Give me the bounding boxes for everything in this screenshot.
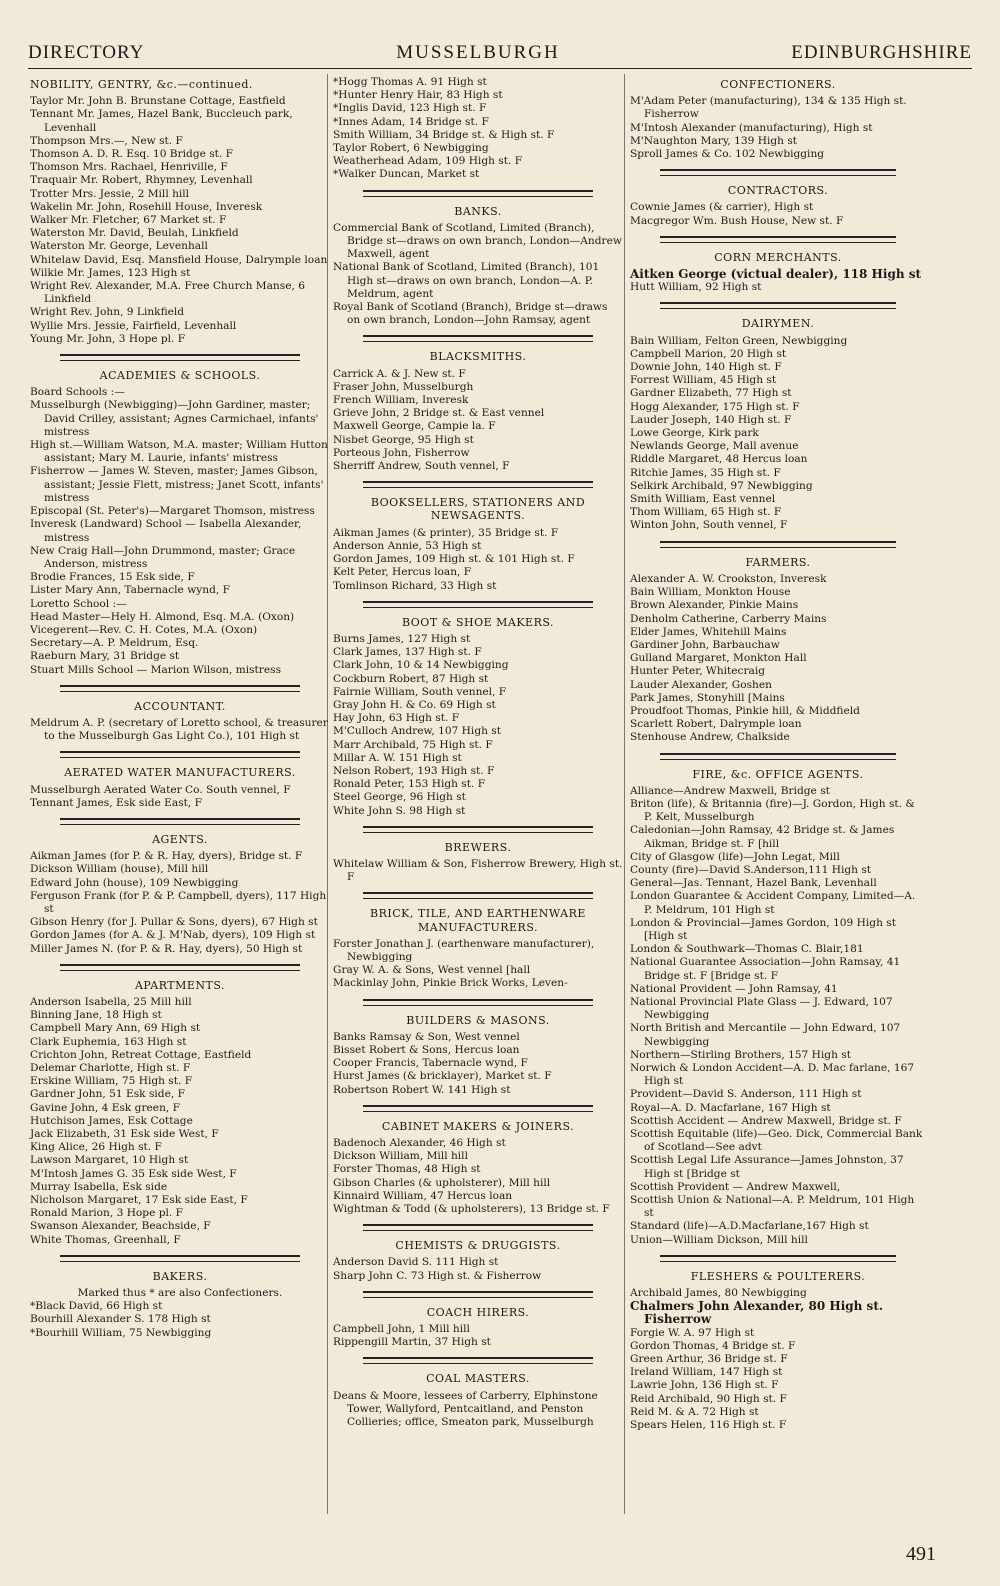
directory-entry: Campbell Marion, 20 High st bbox=[630, 347, 787, 360]
directory-entry: Anderson David S. 111 High st bbox=[333, 1256, 499, 1269]
directory-section bbox=[333, 481, 623, 592]
directory-entry: Scarlett Robert, Dalrymple loan bbox=[630, 718, 802, 731]
directory-entry: Sproll James & Co. 102 Newbigging bbox=[630, 148, 825, 161]
directory-entry: Lauder Joseph, 140 High st. F bbox=[630, 413, 792, 426]
directory-entry: Aikman James (for P. & R. Hay, dyers), Bridge st. F bbox=[30, 850, 303, 863]
section-divider bbox=[660, 302, 896, 309]
directory-entry: Union—William Dickson, Mill hill bbox=[630, 1233, 808, 1246]
directory-entry: Weatherhead Adam, 109 High st. F bbox=[333, 155, 523, 168]
directory-entry: Northern—Stirling Brothers, 157 High st bbox=[630, 1048, 851, 1061]
directory-entry: Raeburn Mary, 31 Bridge st bbox=[30, 650, 180, 663]
directory-entry: Loretto School :— bbox=[30, 597, 127, 610]
directory-entry: Inveresk (Landward) School — Isabella Alexander, mistress bbox=[30, 518, 302, 544]
directory-entry: Scottish Union & National—A. P. Meldrum, 101 High st bbox=[630, 1194, 915, 1220]
section-divider bbox=[363, 826, 593, 833]
directory-entry: Royal—A. D. Macfarlane, 167 High st bbox=[630, 1101, 831, 1114]
section-divider bbox=[363, 1291, 593, 1298]
directory-entry: Fraser John, Musselburgh bbox=[333, 380, 474, 393]
directory-entry: French William, Inveresk bbox=[333, 394, 469, 407]
directory-entry: *Walker Duncan, Market st bbox=[333, 168, 480, 181]
directory-entry: Alliance—Andrew Maxwell, Bridge st bbox=[630, 784, 830, 797]
section-title: BUILDERS & MASONS. bbox=[406, 1013, 550, 1027]
directory-entry: Board Schools :— bbox=[30, 386, 125, 399]
directory-entry: Musselburgh (Newbigging)—John Gardiner, master; David Crilley, assistant; Agnes Carmichael, infants' mistress bbox=[30, 399, 319, 438]
directory-entry: Head Master—Hely H. Almond, Esq. M.A. (Oxon) bbox=[30, 610, 295, 623]
directory-entry: Lister Mary Ann, Tabernacle wynd, F bbox=[30, 584, 230, 597]
section-divider bbox=[60, 1255, 300, 1262]
directory-entry: Newlands George, Mall avenue bbox=[630, 440, 799, 453]
directory-entry: M'Adam Peter (manufacturing), 134 & 135 High st. Fisherrow bbox=[630, 95, 907, 121]
directory-entry: Commercial Bank of Scotland, Limited (Branch), Bridge st—draws on own branch, London—Andrew Maxwell, agent bbox=[333, 221, 622, 261]
directory-entry: Caledonian—John Ramsay, 42 Bridge st. & James Aikman, Bridge st. F [hill bbox=[630, 824, 895, 850]
section-note: Marked thus * are also Confectioners. bbox=[77, 1287, 283, 1300]
directory-entry: Lowe George, Kirk park bbox=[630, 427, 759, 440]
header-rule bbox=[28, 68, 972, 69]
directory-section bbox=[333, 1105, 623, 1216]
directory-section bbox=[630, 302, 926, 532]
directory-entry: Steel George, 96 High st bbox=[333, 791, 466, 804]
directory-entry: Bain William, Felton Green, Newbigging bbox=[630, 334, 848, 347]
directory-entry: Robertson Robert W. 141 High st bbox=[333, 1083, 511, 1096]
header-right: EDINBURGHSHIRE bbox=[791, 42, 972, 63]
section-title: BLACKSMITHS. bbox=[429, 350, 527, 364]
directory-entry: Stenhouse Andrew, Chalkside bbox=[630, 731, 790, 744]
directory-entry: Whitelaw William & Son, Fisherrow Brewery, High st. F bbox=[333, 857, 623, 884]
directory-entry: Chalmers John Alexander, 80 High st. Fisherrow bbox=[630, 1299, 884, 1327]
directory-entry: Scottish Provident — Andrew Maxwell, bbox=[630, 1180, 841, 1193]
directory-entry: Reid M. & A. 72 High st bbox=[630, 1405, 759, 1418]
directory-entry: Marr Archibald, 75 High st. F bbox=[333, 738, 493, 751]
directory-entry: Green Arthur, 36 Bridge st. F bbox=[630, 1353, 788, 1366]
section-divider bbox=[363, 1105, 593, 1112]
directory-entry: Waterston Mr. George, Levenhall bbox=[30, 240, 208, 253]
directory-entry: Lauder Alexander, Goshen bbox=[630, 678, 772, 691]
directory-section bbox=[333, 999, 623, 1097]
directory-entry: *Bourhill William, 75 Newbigging bbox=[30, 1326, 212, 1339]
directory-entry: *Hogg Thomas A. 91 High st bbox=[333, 76, 487, 88]
section-divider bbox=[660, 541, 896, 548]
directory-entry: Gavine John, 4 Esk green, F bbox=[30, 1101, 180, 1114]
directory-section bbox=[333, 335, 623, 473]
section-divider bbox=[60, 818, 300, 825]
directory-entry: Walker Mr. Fletcher, 67 Market st. F bbox=[30, 214, 227, 227]
directory-entry: Nisbet George, 95 High st bbox=[333, 433, 474, 446]
directory-section bbox=[630, 169, 926, 228]
directory-entry: London & Southwark—Thomas C. Blair,181 bbox=[630, 943, 864, 956]
directory-entry: Hutchison James, Esk Cottage bbox=[30, 1114, 193, 1127]
directory-entry: Tennant Mr. James, Hazel Bank, Buccleuch park, Levenhall bbox=[30, 108, 293, 134]
directory-entry: Smith William, 34 Bridge st. & High st. F bbox=[333, 128, 555, 141]
directory-entry: Bain William, Monkton House bbox=[630, 586, 791, 599]
directory-entry: *Hunter Henry Hair, 83 High st bbox=[333, 89, 503, 102]
directory-entry: North British and Mercantile — John Edward, 107 Newbigging bbox=[630, 1022, 901, 1048]
directory-entry: Gray John H. & Co. 69 High st bbox=[333, 698, 496, 711]
directory-entry: Young Mr. John, 3 Hope pl. F bbox=[30, 332, 186, 345]
header-center: MUSSELBURGH bbox=[396, 42, 560, 63]
directory-entry: Waterston Mr. David, Beulah, Linkfield bbox=[30, 227, 239, 240]
section-divider bbox=[363, 999, 593, 1006]
section-title: AERATED WATER MANUFACTURERS. bbox=[64, 766, 296, 780]
directory-section bbox=[333, 1291, 623, 1350]
directory-entry: Edward John (house), 109 Newbigging bbox=[30, 876, 239, 889]
directory-entry: Ireland William, 147 High st bbox=[630, 1366, 783, 1379]
directory-entry: Gordon Thomas, 4 Bridge st. F bbox=[630, 1339, 796, 1352]
section-title: AGENTS. bbox=[152, 832, 208, 846]
directory-entry: Taylor Robert, 6 Newbigging bbox=[333, 142, 489, 155]
directory-section bbox=[333, 190, 623, 328]
directory-entry: Dickson William (house), Mill hill bbox=[30, 863, 209, 876]
directory-entry: Meldrum A. P. (secretary of Loretto school, & treasurer to the Musselburgh Gas Light Co.), 101 High st bbox=[30, 716, 328, 743]
directory-entry: Ritchie James, 35 High st. F bbox=[630, 466, 781, 479]
directory-entry: Scottish Equitable (life)—Geo. Dick, Commercial Bank of Scotland—See advt bbox=[630, 1128, 923, 1154]
directory-entry: Anderson Isabella, 25 Mill hill bbox=[30, 995, 192, 1008]
directory-entry: City of Glasgow (life)—John Legat, Mill bbox=[630, 850, 840, 863]
directory-entry: Secretary—A. P. Meldrum, Esq. bbox=[30, 637, 199, 650]
directory-entry: Fisherrow — James W. Steven, master; James Gibson, assistant; Jessie Flett, mistress; Janet Scott, infants' mistress bbox=[30, 465, 324, 504]
directory-entry: Kinnaird William, 47 Hercus loan bbox=[333, 1189, 513, 1202]
section-divider bbox=[363, 190, 593, 197]
directory-entry: White John S. 98 High st bbox=[333, 804, 466, 817]
directory-entry: King Alice, 26 High st. F bbox=[30, 1141, 162, 1154]
directory-entry: Selkirk Archibald, 97 Newbigging bbox=[630, 479, 813, 492]
directory-entry: Provident—David S. Anderson, 111 High st bbox=[630, 1088, 862, 1101]
directory-entry: Miller James N. (for P. & R. Hay, dyers), 50 High st bbox=[30, 942, 303, 955]
directory-entry: Stuart Mills School — Marion Wilson, mistress bbox=[30, 663, 282, 676]
directory-entry: Deans & Moore, lessees of Carberry, Elphinstone Tower, Wallyford, Pentcaitland, and Penston Collieries; office, Smeaton park, Musselburgh bbox=[333, 1389, 598, 1429]
directory-section bbox=[630, 236, 926, 295]
directory-entry: Brodie Frances, 15 Esk side, F bbox=[30, 571, 195, 584]
directory-entry: Hunter Peter, Whitecraig bbox=[630, 665, 766, 678]
directory-section bbox=[30, 964, 330, 1247]
directory-entry: Tennant James, Esk side East, F bbox=[30, 796, 202, 809]
directory-entry: Norwich & London Accident—A. D. Mac farlane, 167 High st bbox=[630, 1062, 915, 1088]
directory-entry: Thom William, 65 High st. F bbox=[630, 506, 782, 519]
section-title: NOBILITY, GENTRY, &c.—continued. bbox=[30, 78, 253, 91]
directory-entry: White Thomas, Greenhall, F bbox=[30, 1233, 181, 1246]
directory-section bbox=[630, 1255, 926, 1432]
section-divider bbox=[660, 169, 896, 176]
directory-entry: Downie John, 140 High st. F bbox=[630, 361, 782, 374]
directory-entry: Tomlinson Richard, 33 High st bbox=[333, 579, 497, 592]
directory-entry: Gibson Henry (for J. Pullar & Sons, dyers), 67 High st bbox=[30, 916, 318, 929]
section-divider bbox=[660, 1255, 896, 1262]
section-title: BOOKSELLERS, STATIONERS AND NEWSAGENTS. bbox=[370, 496, 586, 523]
column-3 bbox=[630, 76, 926, 1438]
section-divider bbox=[60, 354, 300, 361]
directory-entry: Whitelaw David, Esq. Mansfield House, Dalrymple loan bbox=[30, 253, 328, 266]
directory-entry: Denholm Catherine, Carberry Mains bbox=[630, 612, 827, 625]
directory-entry: Campbell John, 1 Mill hill bbox=[333, 1323, 470, 1336]
section-title: DAIRYMEN. bbox=[741, 317, 815, 331]
directory-entry: Scottish Legal Life Assurance—James Johnston, 37 High st [Bridge st bbox=[630, 1154, 904, 1180]
section-title: BANKS. bbox=[454, 204, 502, 218]
section-title: CONFECTIONERS. bbox=[720, 78, 836, 91]
directory-entry: Gray W. A. & Sons, West vennel [hall bbox=[333, 964, 531, 977]
directory-entry: Maxwell George, Campie la. F bbox=[333, 420, 496, 433]
header-left: DIRECTORY bbox=[28, 42, 145, 63]
directory-entry: Spears Helen, 116 High st. F bbox=[630, 1419, 787, 1432]
directory-entry: Campbell Mary Ann, 69 High st bbox=[30, 1022, 201, 1035]
section-title: ACCOUNTANT. bbox=[134, 699, 226, 713]
directory-entry: Gardner Elizabeth, 77 High st bbox=[630, 387, 792, 400]
directory-entry: Thomson Mrs. Rachael, Henriville, F bbox=[30, 161, 228, 174]
directory-entry: Clark Euphemia, 163 High st bbox=[30, 1035, 187, 1048]
section-divider bbox=[363, 601, 593, 608]
section-title: CHEMISTS & DRUGGISTS. bbox=[395, 1239, 561, 1253]
directory-entry: Park James, Stonyhill [Mains bbox=[630, 691, 785, 704]
directory-entry: Forster Thomas, 48 High st bbox=[333, 1163, 481, 1176]
directory-entry: M'Intosh Alexander (manufacturing), High st bbox=[630, 121, 873, 134]
section-title: BOOT & SHOE MAKERS. bbox=[402, 615, 554, 629]
section-divider bbox=[363, 1224, 593, 1231]
directory-entry: Nelson Robert, 193 High st. F bbox=[333, 764, 495, 777]
section-title: BRICK, TILE, AND EARTHENWARE MANUFACTURERS. bbox=[370, 907, 586, 934]
directory-entry: Hogg Alexander, 175 High st. F bbox=[630, 400, 800, 413]
directory-entry: Hay John, 63 High st. F bbox=[333, 712, 460, 725]
column-divider bbox=[624, 74, 625, 1514]
directory-entry: Traquair Mr. Robert, Rhymney, Levenhall bbox=[30, 174, 253, 187]
directory-entry: Lawson Margaret, 10 High st bbox=[30, 1154, 189, 1167]
directory-entry: Winton John, South vennel, F bbox=[630, 519, 788, 532]
directory-entry: Murray Isabella, Esk side bbox=[30, 1180, 168, 1193]
directory-entry: Aitken George (victual dealer), 118 High st bbox=[630, 267, 922, 282]
section-title: APARTMENTS. bbox=[134, 978, 226, 992]
directory-entry: Forster Jonathan J. (earthenware manufacturer), Newbigging bbox=[333, 937, 595, 963]
section-title: ACADEMIES & SCHOOLS. bbox=[99, 369, 261, 383]
directory-entry: Lawrie John, 136 High st. F bbox=[630, 1379, 779, 1392]
directory-entry: Hurst James (& bricklayer), Market st. F bbox=[333, 1070, 552, 1083]
directory-entry: Gulland Margaret, Monkton Hall bbox=[630, 652, 807, 665]
directory-entry: Gibson Charles (& upholsterer), Mill hill bbox=[333, 1176, 551, 1189]
directory-entry: Thomson A. D. R. Esq. 10 Bridge st. F bbox=[30, 148, 234, 161]
directory-entry: Bourhill Alexander S. 178 High st bbox=[30, 1313, 211, 1326]
directory-entry: London & Provincial—James Gordon, 109 High st [High st bbox=[630, 916, 896, 942]
directory-entry: Wilkie Mr. James, 123 High st bbox=[30, 266, 191, 279]
column-1 bbox=[30, 76, 330, 1346]
directory-entry: Hutt William, 92 High st bbox=[630, 281, 762, 294]
directory-section bbox=[30, 354, 330, 677]
directory-entry: Briton (life), & Britannia (fire)—J. Gordon, High st. & P. Kelt, Musselburgh bbox=[630, 797, 915, 824]
directory-entry: Episcopal (St. Peter's)—Margaret Thomson, mistress bbox=[30, 505, 315, 518]
directory-entry: Archibald James, 80 Newbigging bbox=[630, 1287, 807, 1300]
directory-entry: Wright Rev. Alexander, M.A. Free Church Manse, 6 Linkfield bbox=[30, 280, 305, 306]
directory-entry: Carrick A. & J. New st. F bbox=[333, 367, 466, 380]
directory-entry: New Craig Hall—John Drummond, master; Grace Anderson, mistress bbox=[30, 544, 296, 570]
directory-entry: Millar A. W. 151 High st bbox=[333, 751, 462, 764]
directory-entry: Porteous John, Fisherrow bbox=[333, 446, 470, 459]
directory-entry: Scottish Accident — Andrew Maxwell, Bridge st. F bbox=[630, 1114, 902, 1127]
directory-entry: Forgie W. A. 97 High st bbox=[630, 1326, 755, 1339]
directory-entry: Gardiner John, Barbauchaw bbox=[630, 638, 780, 651]
section-title: CABINET MAKERS & JOINERS. bbox=[381, 1119, 575, 1133]
directory-entry: M'Naughton Mary, 139 High st bbox=[630, 134, 798, 147]
column-2 bbox=[333, 76, 623, 1435]
directory-entry: Bisset Robert & Sons, Hercus loan bbox=[333, 1043, 520, 1056]
directory-entry: Mackinlay John, Pinkie Brick Works, Leven- bbox=[333, 977, 568, 990]
directory-entry: National Bank of Scotland, Limited (Branch), 101 High st—draws on own branch, London—A. P. Meldrum, agent bbox=[333, 261, 600, 300]
directory-entry: *Black David, 66 High st bbox=[30, 1300, 163, 1313]
directory-entry: High st.—William Watson, M.A. master; William Hutton assistant; Mary M. Laurie, infants' mistress bbox=[30, 439, 328, 465]
directory-entry: Ronald Peter, 153 High st. F bbox=[333, 778, 486, 791]
directory-entry: Ferguson Frank (for P. & P. Campbell, dyers), 117 High st bbox=[30, 889, 327, 915]
directory-entry: Badenoch Alexander, 46 High st bbox=[333, 1137, 506, 1149]
directory-entry: General—Jas. Tennant, Hazel Bank, Levenhall bbox=[630, 877, 877, 890]
directory-entry: Nicholson Margaret, 17 Esk side East, F bbox=[30, 1194, 248, 1207]
directory-entry: Forrest William, 45 High st bbox=[630, 374, 777, 387]
directory-entry: Macgregor Wm. Bush House, New st. F bbox=[630, 214, 844, 227]
directory-entry: Wightman & Todd (& upholsterers), 13 Bridge st. F bbox=[333, 1203, 610, 1216]
directory-entry: Grieve John, 2 Bridge st. & East vennel bbox=[333, 407, 545, 420]
section-title: BREWERS. bbox=[444, 840, 512, 854]
directory-entry: Musselburgh Aerated Water Co. South vennel, F bbox=[30, 783, 291, 796]
directory-entry: *Inglis David, 123 High st. F bbox=[333, 102, 487, 115]
directory-entry: Smith William, East vennel bbox=[630, 493, 776, 506]
directory-section bbox=[333, 76, 623, 182]
directory-entry: National Provident — John Ramsay, 41 bbox=[630, 982, 838, 995]
directory-entry: Wakelin Mr. John, Rosehill House, Inveresk bbox=[30, 200, 263, 213]
directory-section bbox=[333, 892, 623, 990]
section-divider bbox=[660, 753, 896, 760]
section-title: FIRE, &c. OFFICE AGENTS. bbox=[692, 767, 864, 781]
directory-entry: Riddle Margaret, 48 Hercus loan bbox=[630, 453, 808, 466]
directory-entry: Aikman James (& printer), 35 Bridge st. F bbox=[333, 526, 559, 539]
section-title: COAL MASTERS. bbox=[426, 1372, 530, 1386]
directory-entry: Alexander A. W. Crookston, Inveresk bbox=[630, 572, 827, 585]
directory-entry: Crichton John, Retreat Cottage, Eastfield bbox=[30, 1048, 252, 1061]
directory-section bbox=[630, 753, 926, 1247]
section-divider bbox=[660, 236, 896, 243]
directory-entry: Jack Elizabeth, 31 Esk side West, F bbox=[30, 1128, 219, 1141]
directory-entry: Gordon James, 109 High st. & 101 High st. F bbox=[333, 553, 575, 566]
directory-entry: London Guarantee & Accident Company, Limited—A. P. Meldrum, 101 High st bbox=[630, 890, 916, 916]
directory-entry: Ronald Marion, 3 Hope pl. F bbox=[30, 1207, 183, 1220]
section-divider bbox=[60, 685, 300, 692]
section-title: COACH HIRERS. bbox=[426, 1305, 530, 1319]
directory-entry: Cooper Francis, Tabernacle wynd, F bbox=[333, 1057, 528, 1070]
directory-entry: Delemar Charlotte, High st. F bbox=[30, 1062, 191, 1074]
section-title: BAKERS. bbox=[152, 1269, 208, 1283]
section-title: CORN MERCHANTS. bbox=[714, 250, 842, 264]
directory-entry: Rippengill Martin, 37 High st bbox=[333, 1336, 491, 1349]
directory-entry: Cockburn Robert, 87 High st bbox=[333, 672, 489, 685]
directory-entry: Clark John, 10 & 14 Newbigging bbox=[333, 659, 509, 672]
directory-entry: Thompson Mrs.—, New st. F bbox=[30, 134, 183, 147]
directory-entry: National Guarantee Association—John Ramsay, 41 Bridge st. F [Bridge st. F bbox=[630, 956, 901, 982]
directory-entry: Fairnie William, South vennel, F bbox=[333, 685, 507, 698]
directory-entry: Wright Rev. John, 9 Linkfield bbox=[30, 306, 185, 319]
section-divider bbox=[60, 964, 300, 971]
directory-section bbox=[30, 685, 330, 744]
directory-section bbox=[333, 1224, 623, 1283]
directory-section bbox=[630, 541, 926, 745]
directory-section bbox=[30, 818, 330, 956]
directory-section bbox=[333, 826, 623, 885]
section-title: FLESHERS & POULTERERS. bbox=[690, 1269, 866, 1283]
directory-entry: Gordon James (for A. & J. M'Nab, dyers), 109 High st bbox=[30, 929, 316, 942]
directory-entry: Trotter Mrs. Jessie, 2 Mill hill bbox=[30, 187, 190, 200]
directory-entry: Royal Bank of Scotland (Branch), Bridge st—draws on own branch, London—John Ramsay, agent bbox=[333, 301, 608, 327]
directory-entry: Dickson William, Mill hill bbox=[333, 1150, 468, 1163]
directory-entry: Cownie James (& carrier), High st bbox=[630, 201, 814, 214]
directory-section bbox=[30, 1255, 330, 1340]
section-title: CONTRACTORS. bbox=[727, 184, 829, 198]
directory-entry: Banks Ramsay & Son, West vennel bbox=[333, 1030, 520, 1043]
directory-entry: Binning Jane, 18 High st bbox=[30, 1009, 162, 1022]
directory-entry: M'Intosh James G. 35 Esk side West, F bbox=[30, 1167, 237, 1180]
directory-entry: Sherriff Andrew, South vennel, F bbox=[333, 460, 510, 473]
section-divider bbox=[363, 1357, 593, 1364]
directory-entry: Taylor Mr. John B. Brunstane Cottage, Eastfield bbox=[30, 95, 286, 108]
directory-entry: Elder James, Whitehill Mains bbox=[630, 625, 787, 638]
directory-entry: Wyllie Mrs. Jessie, Fairfield, Levenhall bbox=[30, 319, 237, 332]
directory-entry: County (fire)—David S.Anderson,111 High st bbox=[630, 863, 872, 876]
directory-section bbox=[630, 78, 926, 161]
directory-entry: Anderson Annie, 53 High st bbox=[333, 539, 482, 552]
directory-entry: Proudfoot Thomas, Pinkie hill, & Middfield bbox=[630, 704, 860, 717]
section-divider bbox=[363, 892, 593, 899]
section-divider bbox=[60, 751, 300, 758]
directory-section bbox=[333, 601, 623, 818]
directory-section bbox=[30, 78, 330, 346]
directory-entry: M'Culloch Andrew, 107 High st bbox=[333, 725, 501, 738]
directory-section bbox=[30, 751, 330, 810]
directory-entry: Clark James, 137 High st. F bbox=[333, 646, 482, 659]
section-divider bbox=[363, 481, 593, 488]
page-number: 491 bbox=[906, 1543, 936, 1565]
directory-entry: Kelt Peter, Hercus loan, F bbox=[333, 566, 472, 579]
directory-entry: Swanson Alexander, Beachside, F bbox=[30, 1220, 211, 1233]
directory-entry: Sharp John C. 73 High st. & Fisherrow bbox=[333, 1269, 542, 1282]
directory-entry: Erskine William, 75 High st. F bbox=[30, 1075, 193, 1088]
directory-entry: Standard (life)—A.D.Macfarlane,167 High st bbox=[630, 1220, 869, 1233]
directory-entry: Gardner John, 51 Esk side, F bbox=[30, 1088, 185, 1101]
directory-entry: Brown Alexander, Pinkie Mains bbox=[630, 599, 799, 612]
directory-section bbox=[333, 1357, 623, 1429]
directory-entry: Burns James, 127 High st bbox=[333, 632, 471, 645]
directory-entry: Vicegerent—Rev. C. H. Cotes, M.A. (Oxon) bbox=[30, 623, 258, 636]
directory-entry: National Provincial Plate Glass — J. Edward, 107 Newbigging bbox=[630, 995, 893, 1022]
directory-entry: Reid Archibald, 90 High st. F bbox=[630, 1392, 787, 1405]
section-divider bbox=[363, 335, 593, 342]
directory-entry: *Innes Adam, 14 Bridge st. F bbox=[333, 115, 489, 128]
section-title: FARMERS. bbox=[745, 555, 811, 569]
